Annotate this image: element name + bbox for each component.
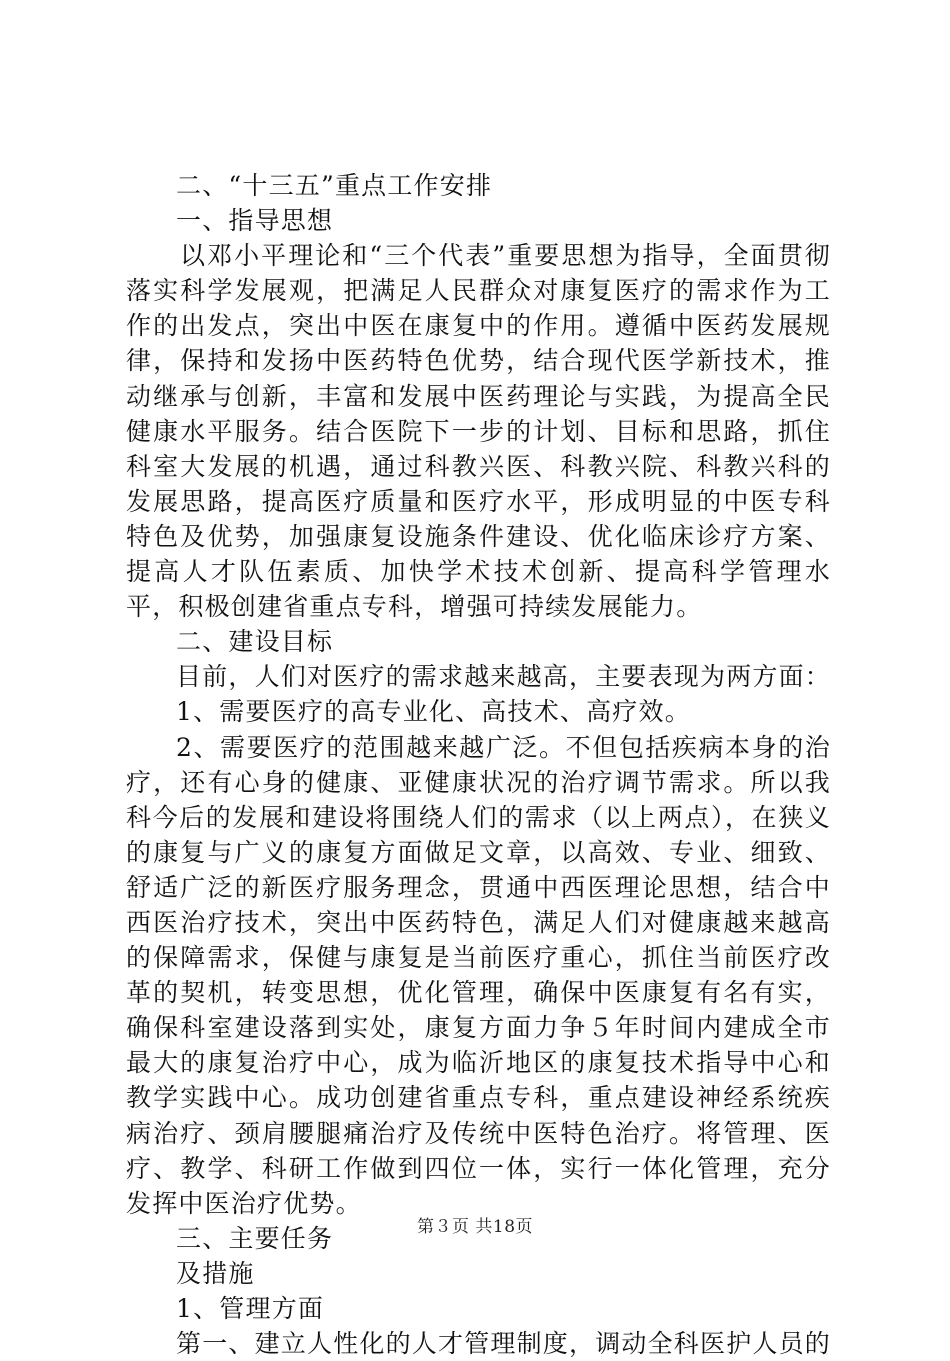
list-item: 1、管理方面 <box>176 1294 325 1323</box>
subsection-heading: 二、建设目标 <box>176 627 334 657</box>
subsection-heading-continuation: 及措施 <box>176 1258 255 1288</box>
subsection-heading: 三、主要任务 <box>176 1223 334 1253</box>
body-paragraph: 第一、建立人性化的人才管理制度，调动全科医护人员的 <box>176 1329 832 1359</box>
page-footer: 第３页 共18页 <box>416 1217 534 1237</box>
list-item: 2、需要医疗的范围越来越广泛。不但包括疾病本身的治疗，还有心身的健康、亚健康状况的治疗调节需求。所以我科今后的发展和建设将围绕人们的需求（以上两点），在狭义的康复与广义的康复方面做足文章，以高效、专业、细致、舒适广泛的新医疗服务理念，贯通中西医理论思想，结合中西医治疗技术，突出中医药特色，满足人们对健康越来越高的保障需求，保健与康复是当前医疗重心，抓住当前医疗改革的契机，转变思想，优化管理，确保中医康复有名有实，确保科室建设落到实处，康复方面力争５年时间内建成全市最大的康复治疗中心，成为临沂地区的康复技术指导中心和教学实践中心。成功创建省重点专科，重点建设神经系统疾病治疗、颈肩腰腿痛治疗及传统中医特色治疗。将管理、医疗、教学、科研工作做到四位一体，实行一体化管理，充分发挥中医治疗优势。 <box>126 732 831 1218</box>
section-heading: 二、“十三五”重点工作安排 <box>176 171 493 200</box>
subsection-heading: 一、指导思想 <box>176 206 334 236</box>
body-paragraph: 目前，人们对医疗的需求越来越高，主要表现为两方面： <box>176 662 832 692</box>
document-body <box>126 168 831 1361</box>
body-paragraph: 以邓小平理论和“三个代表”重要思想为指导，全面贯彻落实科学发展观，把满足人民群众对康复医疗的需求作为工作的出发点，突出中医在康复中的作用。遵循中医药发展规律，保持和发扬中医药特色优势，结合现代医学新技术，推动继承与创新，丰富和发展中医药理论与实践，为提高全民健康水平服务。结合医院下一步的计划、目标和思路，抓住科室大发展的机遇，通过科教兴医、科教兴院、科教兴科的发展思路，提高医疗质量和医疗水平，形成明显的中医专科特色及优势，加强康复设施条件建设、优化临床诊疗方案、提高人才队伍素质、加快学术技术创新、提高科学管理水平，积极创建省重点专科，增强可持续发展能力。 <box>126 241 831 622</box>
list-item: 1、需要医疗的高专业化、高技术、高疗效。 <box>176 697 691 727</box>
